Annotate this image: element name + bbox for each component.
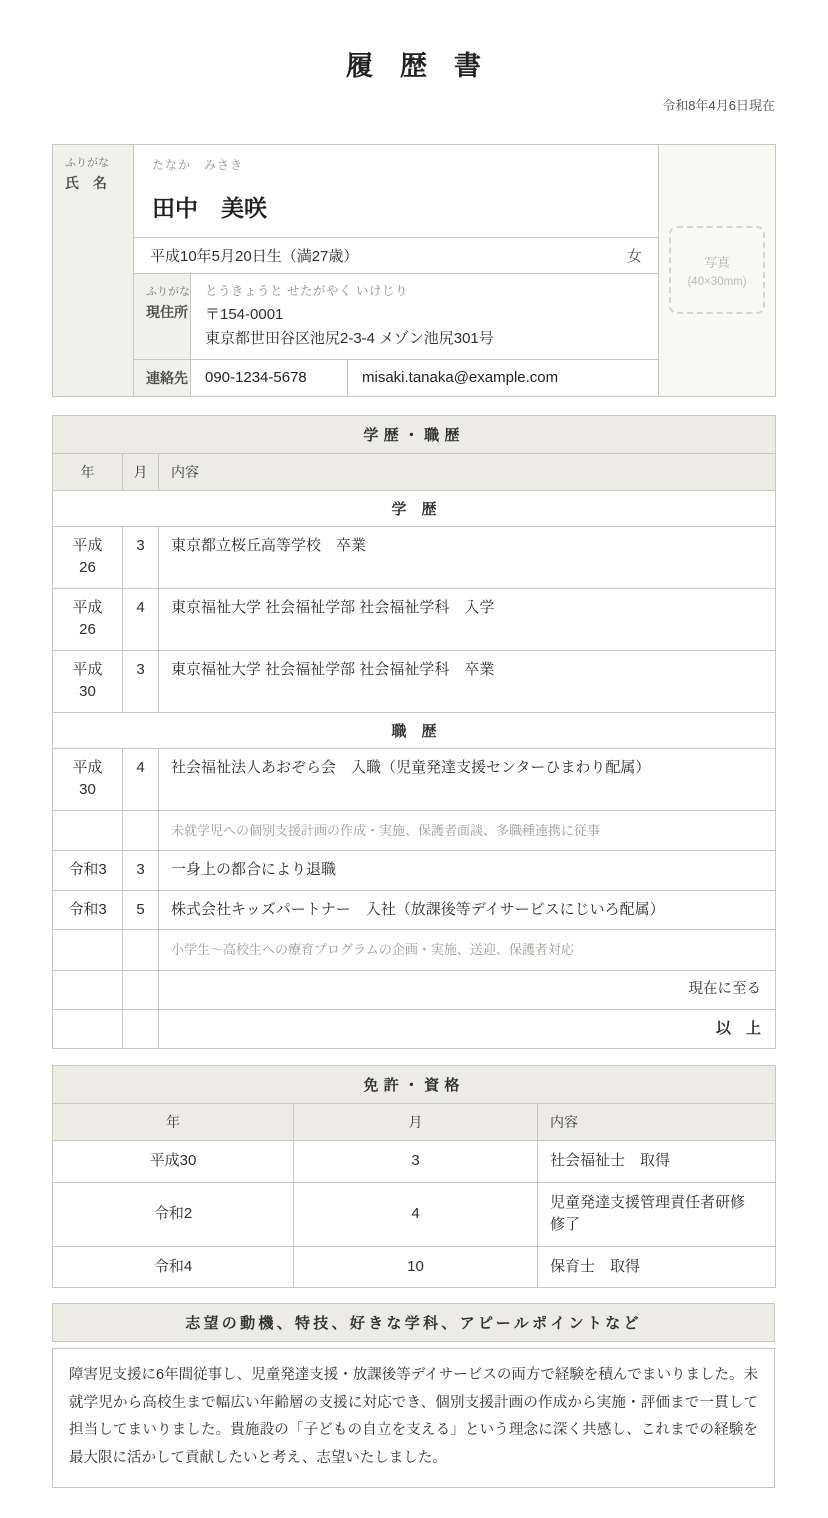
history-row: 平成30 4 社会福祉法人あおぞら会 入職（児童発達支援センターひまわり配属） [53, 748, 776, 810]
history-title: 学歴・職歴 [53, 415, 776, 453]
birthdate: 平成10年5月20日生（満27歳） [150, 248, 359, 265]
history-row: 平成30 3 東京福祉大学 社会福祉学部 社会福祉学科 卒業 [53, 650, 776, 712]
page-title: 履 歴 書 [346, 51, 481, 81]
col-year: 年 [53, 453, 123, 490]
photo-label: 写真 [704, 255, 731, 271]
address-cell [191, 274, 659, 360]
history-note-row: 未就学児への個別支援計画の作成・実施、保護者面談、多職種連携に従事 [53, 810, 776, 851]
history-note-row: 小学生～高校生への療育プログラムの企画・実施、送迎、保護者対応 [53, 930, 776, 971]
name-cell [134, 145, 659, 238]
history-column-header [53, 453, 776, 490]
address: 東京都世田谷区池尻2-3-4 メゾン池尻301号 [205, 329, 494, 347]
history-row: 平成26 4 東京福祉大学 社会福祉学部 社会福祉学科 入学 [53, 588, 776, 650]
education-subheader: 学 歴 [53, 490, 776, 526]
license-row: 令和2 4 児童発達支援管理責任者研修 修了 [53, 1182, 776, 1246]
motivation-header: 志望の動機、特技、好きな学科、アピールポイントなど [52, 1303, 775, 1342]
license-table [52, 1065, 776, 1288]
motivation-body: 障害児支援に6年間従事し、児童発達支援・放課後等デイサービスの両方で経験を積んでまいりました。未就学児から高校生まで幅広い年齢層の支援に対応でき、個別支援計画の作成から実施・評価まで一貫して担当してまいりました。貴施設の「子どもの自立を支える」という理念に深く共感し、これまでの経験を最大限に活かして貢献したいと考え、志望いたしました。 [52, 1348, 775, 1488]
date-note: 令和8年4月6日現在 [662, 98, 775, 113]
profile-table [52, 144, 776, 397]
phone: 090-1234-5678 [191, 359, 348, 396]
col-year: 年 [53, 1104, 294, 1141]
photo-cell [659, 145, 776, 397]
address-label: 現住所 [146, 304, 188, 320]
history-end-row: 以 上 [53, 1009, 776, 1049]
address-label-cell [134, 274, 191, 360]
profile-name-row [53, 145, 776, 238]
history-closing-row: 現在に至る [53, 970, 776, 1009]
col-content: 内容 [159, 453, 776, 490]
address-furigana-label: ふりがな [146, 286, 190, 298]
work-subheader: 職 歴 [53, 712, 776, 748]
col-month: 月 [294, 1104, 538, 1141]
photo-size-label: (40×30mm) [687, 276, 747, 289]
contact-label: 連絡先 [134, 359, 191, 396]
photo-placeholder [669, 226, 765, 314]
name-furigana-label: ふりがな [65, 157, 109, 169]
postal-code: 〒154-0001 [205, 306, 284, 324]
license-column-header [53, 1104, 776, 1141]
license-title: 免許・資格 [53, 1066, 776, 1104]
email: misaki.tanaka@example.com [348, 359, 659, 396]
address-furigana: とうきょうと せたがやく いけじり [205, 284, 408, 298]
birthdate-cell [134, 238, 659, 274]
license-section-header [53, 1066, 776, 1104]
history-row: 令和3 5 株式会社キッズパートナー 入社（放課後等デイサービスにじいろ配属） [53, 890, 776, 930]
col-month: 月 [123, 453, 159, 490]
col-content: 内容 [538, 1104, 776, 1141]
license-row: 令和4 10 保育士 取得 [53, 1246, 776, 1288]
full-name: 田中 美咲 [152, 195, 267, 221]
name-label: 氏 名 [65, 175, 107, 191]
name-label-cell [53, 145, 134, 397]
gender: 女 [627, 248, 643, 265]
history-row: 令和3 3 一身上の都合により退職 [53, 851, 776, 891]
name-furigana: たなか みさき [152, 158, 244, 172]
license-row: 平成30 3 社会福祉士 取得 [53, 1141, 776, 1183]
history-row: 平成26 3 東京都立桜丘高等学校 卒業 [53, 526, 776, 588]
history-table [52, 415, 776, 1049]
history-section-header [53, 415, 776, 453]
